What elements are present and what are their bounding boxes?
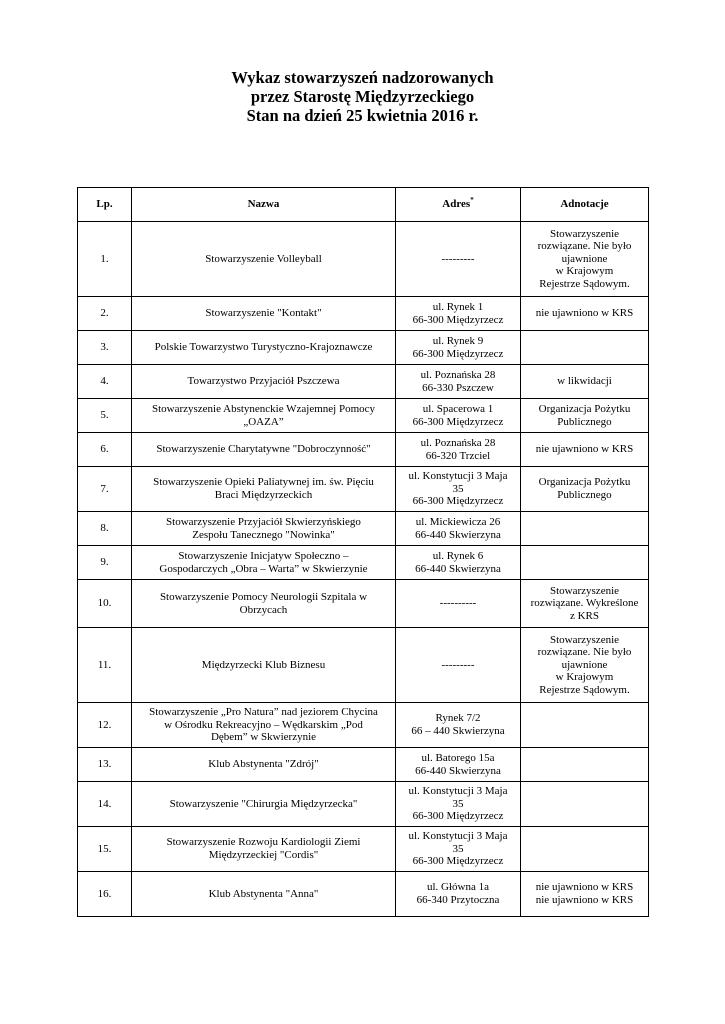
table-row	[78, 331, 649, 365]
cell-address-line: ul. Poznańska 28	[420, 368, 496, 381]
cell-lp: 9.	[78, 546, 132, 580]
cell-name	[132, 467, 396, 512]
cell-address-line: ul. Konstytucji 3 Maja	[408, 785, 508, 798]
cell-notes-line: ujawnione	[561, 658, 608, 671]
cell-address-line: 35	[452, 797, 464, 810]
cell-name-line: Stowarzyszenie Inicjatyw Społeczno –	[178, 549, 349, 562]
cell-name-line: „OAZA”	[243, 415, 284, 428]
cell-address-line: 66-300 Międzyrzecz	[412, 855, 504, 868]
cell-notes-line: Rejestrze Sądowym.	[539, 277, 630, 290]
cell-address	[396, 748, 521, 782]
cell-notes-line: Stowarzyszenie	[549, 227, 620, 240]
cell-address	[396, 222, 521, 297]
cell-lp: 3.	[78, 331, 132, 365]
cell-name	[132, 365, 396, 399]
cell-lp: 7.	[78, 467, 132, 512]
cell-address-line: ---------	[441, 252, 475, 265]
table-row	[78, 512, 649, 546]
associations-table	[77, 187, 649, 917]
header-name: Nazwa	[132, 188, 396, 222]
cell-name-line: Stowarzyszenie Volleyball	[205, 252, 322, 265]
cell-name	[132, 748, 396, 782]
cell-address-line: 66-440 Skwierzyna	[415, 562, 501, 575]
table-row	[78, 546, 649, 580]
cell-name	[132, 222, 396, 297]
cell-lp: 1.	[78, 222, 132, 297]
cell-address-line: ----------	[439, 597, 477, 610]
cell-name-line: Polskie Towarzystwo Turystyczno-Krajoznawcze	[154, 341, 373, 354]
cell-lp: 6.	[78, 433, 132, 467]
cell-notes	[521, 580, 649, 628]
cell-lp: 4.	[78, 365, 132, 399]
cell-lp: 11.	[78, 628, 132, 703]
cell-notes	[521, 512, 649, 546]
cell-name-line: w Ośrodku Rekreacyjno – Wędkarskim „Pod	[164, 718, 363, 731]
table-row	[78, 628, 649, 703]
address-footnote-mark: *	[470, 196, 474, 205]
cell-lp: 15.	[78, 827, 132, 872]
cell-name-line: Zespołu Tanecznego "Nowinka"	[192, 528, 335, 541]
cell-name-line: Międzyrzeckiej "Cordis"	[208, 849, 319, 861]
header-notes: Adnotacje	[521, 188, 649, 222]
cell-notes-line: w Krajowym	[555, 671, 614, 684]
cell-address	[396, 872, 521, 917]
cell-address-line: 66-300 Międzyrzecz	[412, 415, 504, 428]
cell-name-line: Gospodarczych „Obra – Warta” w Skwierzynie	[159, 562, 368, 575]
cell-address	[396, 467, 521, 512]
cell-name	[132, 782, 396, 827]
cell-address-line: 66-300 Międzyrzecz	[412, 810, 504, 823]
cell-notes	[521, 546, 649, 580]
cell-address-line: 66-440 Skwierzyna	[415, 528, 501, 541]
cell-name-line: Stowarzyszenie Abstynenckie Wzajemnej Pomocy	[151, 402, 376, 415]
cell-address-line: ---------	[441, 658, 475, 671]
cell-lp: 14.	[78, 782, 132, 827]
cell-notes-line: nie ujawniono w KRS	[535, 443, 634, 456]
header-address	[396, 188, 521, 222]
cell-address	[396, 331, 521, 365]
cell-address-line: 66-330 Pszczew	[422, 381, 494, 394]
cell-lp: 2.	[78, 297, 132, 331]
cell-notes-line: w Krajowym	[555, 265, 614, 278]
cell-address-line: 66-300 Międzyrzecz	[412, 347, 504, 360]
cell-lp: 16.	[78, 872, 132, 917]
cell-notes	[521, 782, 649, 827]
table-header-row	[78, 188, 649, 222]
cell-name	[132, 827, 396, 872]
cell-name-line: Obrzycach	[239, 603, 288, 616]
cell-notes	[521, 703, 649, 748]
cell-name	[132, 331, 396, 365]
cell-name-line: Klub Abstynenta "Anna"	[208, 887, 319, 900]
cell-notes	[521, 433, 649, 467]
cell-name-line: Stowarzyszenie Przyjaciół Skwierzyńskiego	[166, 515, 361, 528]
cell-address-line: ul. Główna 1a	[426, 881, 489, 894]
cell-address-line: Rynek 7/2	[435, 712, 481, 725]
cell-notes	[521, 748, 649, 782]
cell-address-line: ul. Rynek 1	[432, 300, 484, 313]
table-row	[78, 365, 649, 399]
cell-address-line: 66-320 Trzciel	[425, 449, 491, 462]
cell-address-line: ul. Rynek 6	[432, 549, 484, 562]
cell-name	[132, 399, 396, 433]
cell-address-line: 66-440 Skwierzyna	[415, 764, 501, 777]
cell-address	[396, 297, 521, 331]
cell-name	[132, 580, 396, 628]
cell-address-line: ul. Mickiewicza 26	[415, 515, 501, 528]
cell-notes	[521, 222, 649, 297]
table-row	[78, 399, 649, 433]
cell-notes-line: z KRS	[569, 609, 600, 622]
cell-address-line: ul. Poznańska 28	[420, 436, 496, 449]
cell-name	[132, 512, 396, 546]
cell-address	[396, 628, 521, 703]
cell-lp: 5.	[78, 399, 132, 433]
header-address-label: Adres	[442, 198, 471, 211]
cell-name-line: Stowarzyszenie "Chirurgia Międzyrzecka"	[169, 797, 358, 810]
cell-name	[132, 433, 396, 467]
cell-address	[396, 512, 521, 546]
cell-notes-line: nie ujawniono w KRS	[535, 894, 634, 906]
cell-lp: 10.	[78, 580, 132, 628]
cell-notes-line: Organizacja Pożytku	[538, 476, 631, 489]
cell-notes-line: rozwiązane. Nie było	[537, 646, 632, 659]
cell-address-line: ul. Konstytucji 3 Maja	[408, 830, 508, 843]
cell-notes	[521, 297, 649, 331]
cell-name-line: Towarzystwo Przyjaciół Pszczewa	[187, 375, 340, 388]
cell-address	[396, 546, 521, 580]
cell-lp: 13.	[78, 748, 132, 782]
cell-name	[132, 546, 396, 580]
cell-notes-line: Stowarzyszenie	[549, 633, 620, 646]
cell-name-line: Stowarzyszenie Rozwoju Kardiologii Ziemi	[166, 836, 361, 849]
cell-name	[132, 297, 396, 331]
cell-address-line: ul. Spacerowa 1	[422, 402, 494, 415]
table-row	[78, 782, 649, 827]
table-row	[78, 222, 649, 297]
title-line-1: Wykaz stowarzyszeń nadzorowanych	[231, 68, 494, 87]
document-title	[0, 68, 725, 125]
table-row	[78, 467, 649, 512]
table-row	[78, 703, 649, 748]
title-line-2: przez Starostę Międzyrzeckiego	[250, 87, 475, 106]
cell-lp: 12.	[78, 703, 132, 748]
cell-notes-line: w likwidacji	[557, 375, 612, 388]
table-row	[78, 872, 649, 917]
cell-notes-line: rozwiązane. Nie było	[537, 240, 632, 253]
cell-name	[132, 628, 396, 703]
cell-notes-line: nie ujawniono w KRS	[535, 307, 634, 320]
table-row	[78, 580, 649, 628]
cell-name-line: Braci Międzyrzeckich	[214, 489, 313, 501]
cell-notes	[521, 331, 649, 365]
cell-name	[132, 703, 396, 748]
cell-address	[396, 580, 521, 628]
cell-name-line: Międzyrzecki Klub Biznesu	[201, 658, 326, 671]
cell-name	[132, 872, 396, 917]
cell-notes-line: Publicznego	[557, 415, 612, 428]
cell-notes-line: Rejestrze Sądowym.	[539, 683, 630, 696]
cell-lp: 8.	[78, 512, 132, 546]
cell-notes	[521, 399, 649, 433]
cell-name-line: Stowarzyszenie Charytatywne "Dobroczynność"	[156, 443, 371, 456]
cell-notes-line: Organizacja Pożytku	[538, 402, 631, 415]
cell-notes	[521, 365, 649, 399]
table-row	[78, 297, 649, 331]
cell-address-line: ul. Batorego 15a	[421, 751, 495, 764]
cell-address-line: 35	[452, 482, 464, 495]
cell-notes-line: Stowarzyszenie	[549, 584, 620, 597]
table-row	[78, 827, 649, 872]
cell-notes	[521, 628, 649, 703]
cell-address-line: ul. Rynek 9	[432, 334, 484, 347]
cell-notes-line: ujawnione	[561, 252, 608, 265]
cell-address	[396, 433, 521, 467]
cell-address-line: 66-340 Przytoczna	[416, 894, 500, 906]
cell-address	[396, 827, 521, 872]
cell-name-line: Stowarzyszenie Opieki Paliatywnej im. św. Pięciu	[153, 476, 374, 489]
cell-address-line: 66 – 440 Skwierzyna	[411, 725, 505, 737]
cell-address	[396, 399, 521, 433]
cell-name-line: Klub Abstynenta "Zdrój"	[208, 758, 319, 771]
cell-notes-line: Publicznego	[557, 489, 612, 501]
header-lp: Lp.	[78, 188, 132, 222]
cell-name-line: Stowarzyszenie Pomocy Neurologii Szpitala w	[159, 590, 368, 603]
cell-address-line: 66-300 Międzyrzecz	[412, 495, 504, 508]
cell-notes	[521, 467, 649, 512]
cell-address	[396, 782, 521, 827]
cell-notes-line: nie ujawniono w KRS	[535, 881, 634, 894]
title-line-3: Stan na dzień 25 kwietnia 2016 r.	[246, 106, 479, 125]
cell-address-line: ul. Konstytucji 3 Maja	[408, 470, 508, 483]
cell-notes	[521, 827, 649, 872]
cell-address	[396, 703, 521, 748]
cell-name-line: Stowarzyszenie „Pro Natura” nad jeziorem Chycina	[149, 706, 378, 719]
table-row	[78, 433, 649, 467]
cell-name-line: Dębem” w Skwierzynie	[210, 731, 317, 744]
cell-name-line: Stowarzyszenie "Kontakt"	[205, 307, 322, 320]
table-row	[78, 748, 649, 782]
cell-address	[396, 365, 521, 399]
cell-address-line: 66-300 Międzyrzecz	[412, 313, 504, 326]
cell-address-line: 35	[452, 842, 464, 855]
cell-notes	[521, 872, 649, 917]
cell-notes-line: rozwiązane. Wykreślone	[530, 597, 639, 610]
